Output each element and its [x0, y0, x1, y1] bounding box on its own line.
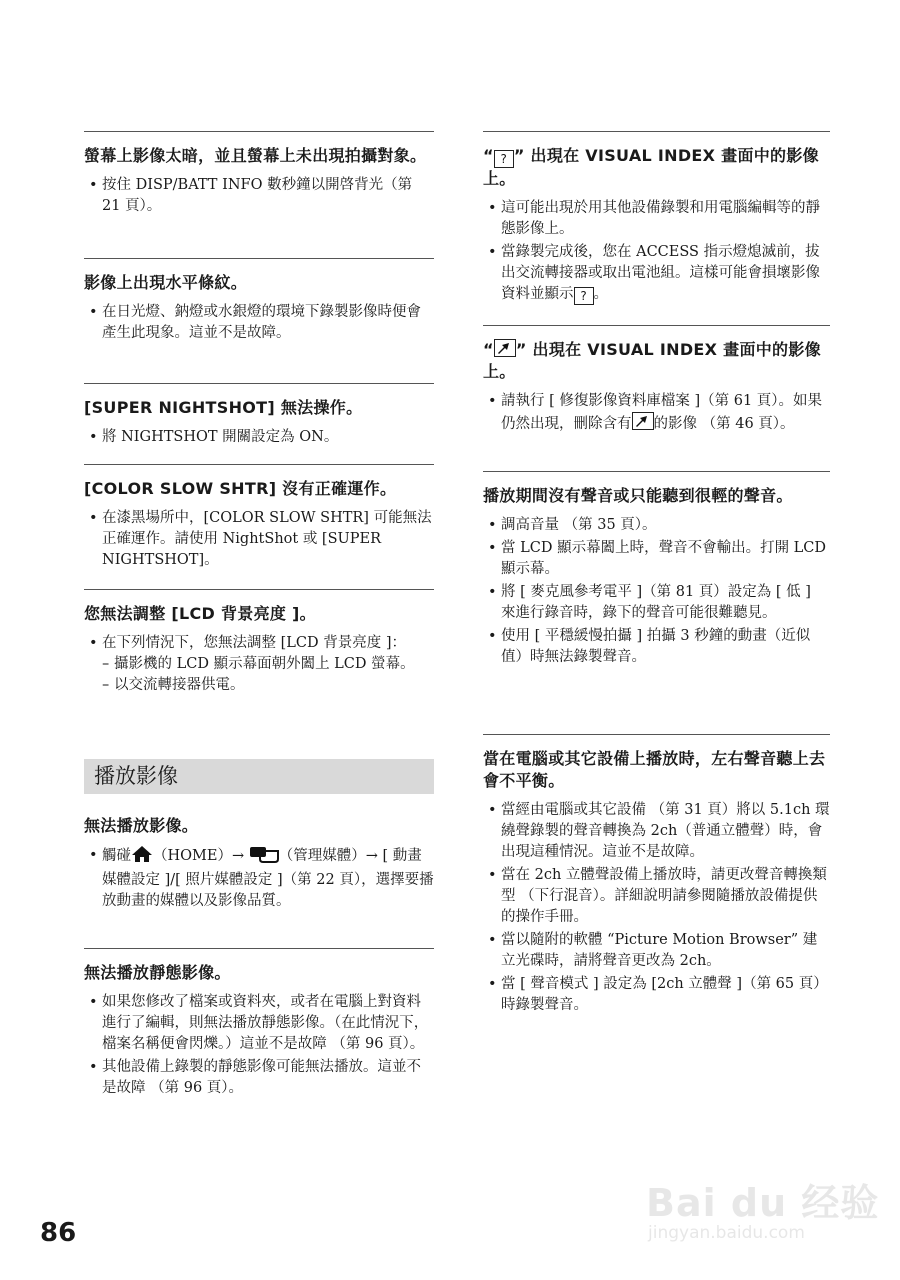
question-file-icon: ?: [574, 287, 594, 305]
list-item: • 將 NIGHTSHOT 開關設定為 ON。: [84, 427, 434, 448]
section-cannot-play-stills: [84, 948, 434, 1101]
list-item: [84, 845, 434, 912]
section-title: [COLOR SLOW SHTR] 沒有正確運作。: [84, 479, 397, 498]
section-super-nightshot: [84, 383, 434, 450]
list-item: • 其他設備上錄製的靜態影像可能無法播放。這並不是故障 （第 96 頁）。: [84, 1057, 434, 1099]
list-item: [483, 391, 830, 435]
list-item: • 在日光燈、鈉燈或水銀燈的環境下錄製影像時便會產生此現象。這並不是故障。: [84, 302, 434, 344]
title-text: ” 出現在 VISUAL INDEX 畫面中的影像上。: [483, 146, 819, 188]
database-file-icon: [632, 412, 654, 430]
page-number: 86: [40, 1218, 77, 1248]
section-cannot-play: [84, 815, 434, 914]
list-item-text: （管理媒體）→ [ 動畫媒體設定 ]/[ 照片媒體設定 ]（第 22 頁），選擇要播放動畫的媒體以及影像品質。: [102, 848, 434, 909]
section-title: [SUPER NIGHTSHOT] 無法操作。: [84, 398, 363, 417]
title-text: “: [483, 340, 494, 359]
section-title: [483, 145, 830, 190]
section-question-icon: [483, 131, 830, 307]
list-item-text: 觸碰: [102, 848, 131, 864]
list-item: • 當 [ 聲音模式 ] 設定為 [2ch 立體聲 ]（第 65 頁）時錄製聲音。: [483, 974, 830, 1016]
section-title: 螢幕上影像太暗，並且螢幕上未出現拍攝對象。: [84, 146, 427, 165]
list-item: • 在漆黑場所中，[COLOR SLOW SHTR] 可能無法正確運作。請使用 NightShot 或 [SUPER NIGHTSHOT]。: [84, 508, 434, 571]
sub-item: – 攝影機的 LCD 顯示幕面朝外闔上 LCD 螢幕。: [102, 654, 434, 675]
list-item-text: 請執行 [ 修復影像資料庫檔案 ]（第 61 頁）。如果仍然出現，刪除含有: [501, 393, 823, 432]
list-item-text: 當錄製完成後，您在 ACCESS 指示燈熄滅前，拔出交流轉接器或取出電池組。這樣可能會損壞影像資料並顯示: [501, 244, 820, 302]
question-file-icon: ?: [494, 150, 514, 168]
title-text: ” 出現在 VISUAL INDEX 畫面中的影像上。: [483, 340, 821, 381]
section-title: 您無法調整 [LCD 背景亮度 ]。: [84, 604, 316, 623]
section-database-icon: [483, 325, 830, 437]
sub-item: – 以交流轉接器供電。: [102, 675, 434, 696]
section-lcd-brightness: [84, 589, 434, 698]
section-no-sound: [483, 471, 830, 670]
section-title: 播放期間沒有聲音或只能聽到很輕的聲音。: [483, 486, 793, 505]
section-title: 影像上出現水平條紋。: [84, 273, 248, 292]
list-item: • 當以隨附的軟體 “Picture Motion Browser” 建立光碟時，請將聲音更改為 2ch。: [483, 930, 830, 972]
list-item: • 當 LCD 顯示幕闔上時，聲音不會輸出。打開 LCD 顯示幕。: [483, 538, 830, 580]
list-item: • 當在 2ch 立體聲設備上播放時，請更改聲音轉換類型 （下行混音）。詳細說明請參閱隨播放設備提供的操作手冊。: [483, 865, 830, 928]
watermark-logo: Bai du 经验: [646, 1181, 880, 1225]
chapter-band: 播放影像: [84, 759, 434, 794]
section-title: [483, 339, 830, 383]
list-item-text: 在下列情況下，您無法調整 [LCD 背景亮度 ]：: [102, 635, 406, 651]
list-item: [483, 242, 830, 305]
section-title: 無法播放靜態影像。: [84, 963, 231, 982]
watermark: [636, 1140, 880, 1255]
list-item: • 如果您修改了檔案或資料夾，或者在電腦上對資料進行了編輯，則無法播放靜態影像。（在此情況下，檔案名稱便會閃爍。）這並不是故障 （第 96 頁）。: [84, 992, 434, 1055]
list-item: • 將 [ 麥克風參考電平 ]（第 81 頁）設定為 [ 低 ] 來進行錄音時，錄下的聲音可能很難聽見。: [483, 582, 830, 624]
section-unbalanced-sound: [483, 734, 830, 1018]
list-item-text: 。: [593, 286, 608, 302]
manage-media-icon: [249, 845, 279, 870]
section-horizontal-stripes: [84, 258, 434, 346]
section-color-slow-shtr: [84, 464, 434, 573]
section-title: 無法播放影像。: [84, 816, 199, 835]
section-title: 當在電腦或其它設備上播放時，左右聲音聽上去會不平衡。: [483, 749, 826, 790]
list-item: [84, 633, 434, 696]
list-item-text: （HOME）→: [153, 848, 245, 864]
list-item: • 這可能出現於用其他設備錄製和用電腦編輯等的靜態影像上。: [483, 198, 830, 240]
database-file-icon: [494, 339, 516, 357]
list-item: • 按住 DISP/BATT INFO 數秒鐘以開啓背光（第 21 頁）。: [84, 175, 434, 217]
section-screen-dark: [84, 131, 434, 219]
home-icon: [131, 845, 153, 870]
list-item: • 當經由電腦或其它設備 （第 31 頁）將以 5.1ch 環繞聲錄製的聲音轉換為 2ch（普通立體聲）時，會出現這種情況。這並不是故障。: [483, 800, 830, 863]
list-item: • 調高音量 （第 35 頁）。: [483, 515, 830, 536]
list-item-text: 的影像 （第 46 頁）。: [653, 416, 795, 432]
watermark-url: jingyan.baidu.com: [648, 1223, 805, 1243]
title-text: “: [483, 146, 494, 165]
list-item: • 使用 [ 平穩緩慢拍攝 ] 拍攝 3 秒鐘的動畫（近似值）時無法錄製聲音。: [483, 626, 830, 668]
